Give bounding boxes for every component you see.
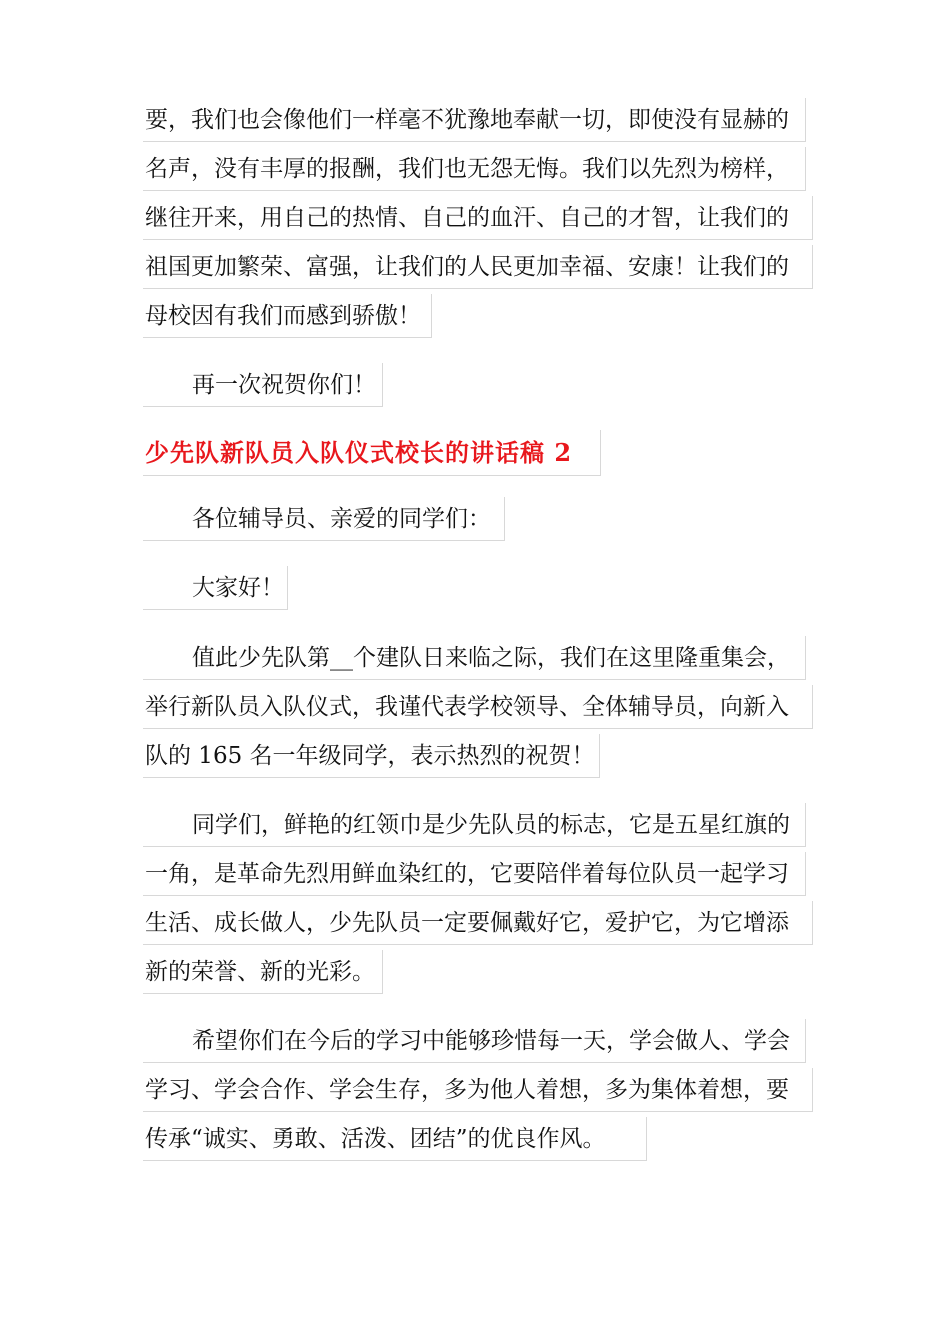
text-line: 再一次祝贺你们！ [143,363,383,407]
text-line: 大家好！ [143,566,288,610]
text-line: 同学们，鲜艳的红领巾是少先队员的标志，它是五星红旗的 [143,803,806,847]
text-line: 希望你们在今后的学习中能够珍惜每一天，学会做人、学会 [143,1019,806,1063]
text-line: 学习、学会合作、学会生存，多为他人着想，多为集体着想，要 [143,1068,813,1112]
text-line: 举行新队员入队仪式，我谨代表学校领导、全体辅导员，向新入 [143,685,813,729]
text-line: 生活、成长做人，少先队员一定要佩戴好它，爱护它，为它增添 [143,901,813,945]
text-line: 祖国更加繁荣、富强，让我们的人民更加幸福、安康！让我们的 [143,245,813,289]
text-line: 名声，没有丰厚的报酬，我们也无怨无悔。我们以先烈为榜样， [143,147,806,191]
text-line: 各位辅导员、亲爱的同学们： [143,497,505,541]
text-line: 队的 165 名一年级同学，表示热烈的祝贺！ [143,734,600,778]
text-line: 新的荣誉、新的光彩。 [143,950,383,994]
text-line: 传承“诚实、勇敢、活泼、团结”的优良作风。 [143,1117,647,1161]
text-line: 母校因有我们而感到骄傲！ [143,294,432,338]
text-line: 要，我们也会像他们一样毫不犹豫地奉献一切，即使没有显赫的 [143,98,806,142]
text-line: 继往开来，用自己的热情、自己的血汗、自己的才智，让我们的 [143,196,813,240]
text-line: 一角，是革命先烈用鲜血染红的，它要陪伴着每位队员一起学习 [143,852,806,896]
section-heading: 少先队新队员入队仪式校长的讲话稿 2 [143,430,601,476]
text-line: 值此少先队第__个建队日来临之际，我们在这里隆重集会， [143,636,806,680]
